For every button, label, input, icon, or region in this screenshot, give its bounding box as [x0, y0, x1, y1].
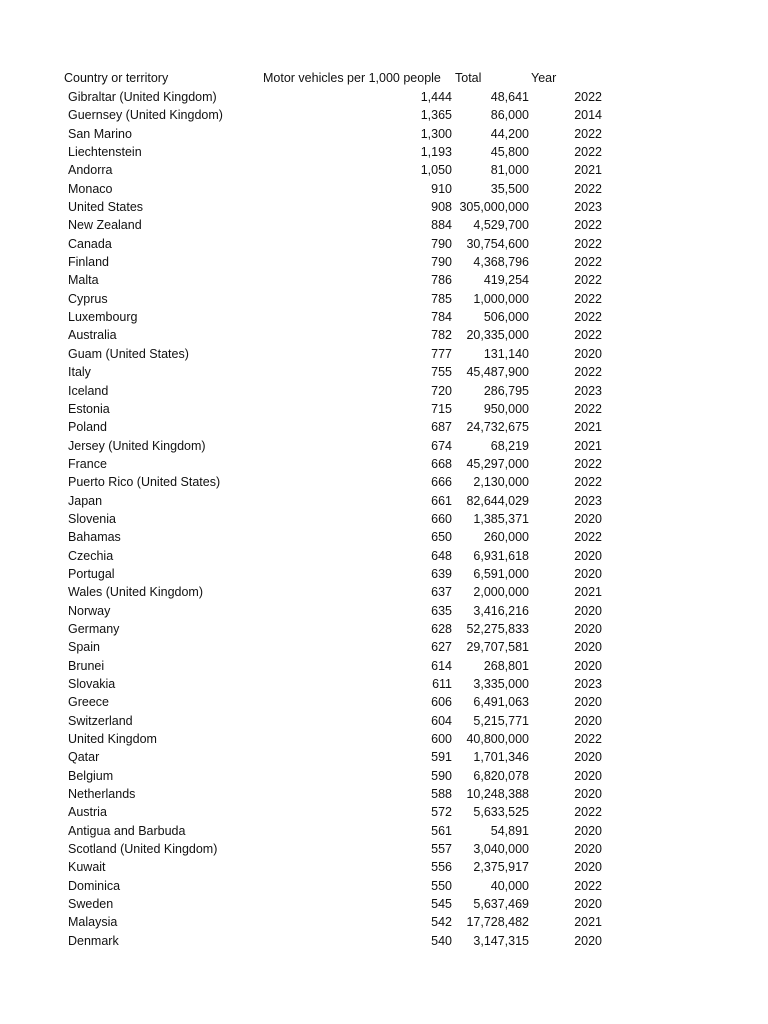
cell-year: 2023 [574, 677, 602, 691]
table-body [0, 88, 768, 950]
cell-vehicles-per-1000: 786 [431, 273, 452, 288]
cell-total: 3,040,000 [473, 842, 529, 857]
cell-vehicles-per-1000: 755 [431, 365, 452, 380]
cell-vehicles-per-1000: 668 [431, 456, 452, 471]
cell-total: 24,732,675 [466, 420, 529, 435]
table-row [0, 382, 768, 400]
cell-country: Norway [68, 603, 111, 618]
cell-year: 2020 [574, 750, 602, 765]
table-row [0, 748, 768, 766]
cell-total: 68,219 [490, 438, 529, 453]
cell-year: 2022 [574, 255, 602, 270]
cell-total: 131,140 [483, 346, 529, 361]
cell-total: 5,633,525 [473, 805, 529, 820]
cell-year: 2022 [574, 401, 602, 416]
cell-year: 2020 [574, 787, 602, 802]
cell-vehicles-per-1000: 1,365 [420, 108, 452, 123]
cell-total: 6,820,078 [473, 768, 529, 783]
cell-total: 52,275,833 [466, 621, 529, 636]
cell-vehicles-per-1000: 540 [431, 933, 452, 948]
cell-year: 2022 [574, 732, 602, 747]
table-row [0, 858, 768, 876]
cell-year: 2020 [574, 658, 602, 673]
table-row [0, 638, 768, 656]
cell-country: Netherlands [68, 787, 136, 802]
cell-total: 45,800 [490, 145, 529, 160]
cell-country: Jersey (United Kingdom) [68, 438, 206, 453]
table-row [0, 730, 768, 748]
cell-year: 2023 [574, 200, 602, 215]
table-row [0, 785, 768, 803]
cell-year: 2020 [574, 695, 602, 710]
table-row [0, 510, 768, 528]
cell-vehicles-per-1000: 650 [431, 530, 452, 545]
cell-total: 1,385,371 [473, 511, 529, 526]
cell-country: Kuwait [68, 860, 106, 875]
cell-year: 2020 [574, 621, 602, 636]
cell-country: Poland [68, 420, 107, 435]
cell-year: 2022 [574, 530, 602, 545]
cell-country: Sweden [68, 897, 114, 912]
cell-vehicles-per-1000: 637 [431, 585, 452, 600]
table-row [0, 473, 768, 491]
cell-country: Guernsey (United Kingdom) [68, 108, 223, 123]
cell-country: Cyprus [68, 291, 108, 306]
table-row [0, 455, 768, 473]
cell-country: United Kingdom [68, 732, 157, 747]
table-row [0, 895, 768, 913]
cell-vehicles-per-1000: 777 [431, 346, 452, 361]
cell-vehicles-per-1000: 661 [431, 493, 452, 508]
cell-country: Bahamas [68, 530, 121, 545]
cell-country: France [68, 456, 107, 471]
cell-vehicles-per-1000: 910 [431, 181, 452, 196]
cell-country: Slovakia [68, 677, 116, 691]
cell-vehicles-per-1000: 635 [431, 603, 452, 618]
cell-total: 950,000 [483, 401, 529, 416]
cell-year: 2020 [574, 933, 602, 948]
cell-year: 2022 [574, 456, 602, 471]
cell-year: 2020 [574, 860, 602, 875]
table-row [0, 675, 768, 693]
table-row [0, 253, 768, 271]
cell-vehicles-per-1000: 660 [431, 511, 452, 526]
cell-vehicles-per-1000: 1,444 [420, 90, 452, 104]
cell-country: Denmark [68, 933, 119, 948]
cell-year: 2020 [574, 346, 602, 361]
cell-year: 2022 [574, 181, 602, 196]
cell-total: 5,637,469 [473, 897, 529, 912]
cell-country: New Zealand [68, 218, 142, 233]
cell-year: 2022 [574, 90, 602, 104]
cell-year: 2021 [574, 915, 602, 930]
cell-country: San Marino [68, 126, 132, 141]
cell-country: Belgium [68, 768, 114, 783]
cell-vehicles-per-1000: 1,300 [420, 126, 452, 141]
cell-year: 2022 [574, 878, 602, 893]
cell-country: Spain [68, 640, 100, 655]
cell-total: 40,000 [490, 878, 529, 893]
cell-country: Canada [68, 236, 112, 251]
cell-vehicles-per-1000: 908 [431, 200, 452, 215]
cell-country: Scotland (United Kingdom) [68, 842, 218, 857]
table-row [0, 308, 768, 326]
cell-vehicles-per-1000: 674 [431, 438, 452, 453]
cell-vehicles-per-1000: 790 [431, 255, 452, 270]
table-row [0, 822, 768, 840]
table-row [0, 106, 768, 124]
table-row [0, 932, 768, 950]
table-row [0, 657, 768, 675]
cell-vehicles-per-1000: 591 [431, 750, 452, 765]
cell-vehicles-per-1000: 561 [431, 823, 452, 838]
cell-total: 20,335,000 [466, 328, 529, 343]
cell-vehicles-per-1000: 790 [431, 236, 452, 251]
cell-country: Wales (United Kingdom) [68, 585, 204, 600]
table-row [0, 271, 768, 289]
table-row [0, 602, 768, 620]
cell-total: 86,000 [490, 108, 529, 123]
cell-total: 268,801 [483, 658, 529, 673]
table-row [0, 125, 768, 143]
cell-vehicles-per-1000: 572 [431, 805, 452, 820]
cell-year: 2022 [574, 291, 602, 306]
cell-year: 2022 [574, 236, 602, 251]
cell-vehicles-per-1000: 639 [431, 566, 452, 581]
cell-country: Australia [68, 328, 117, 343]
cell-vehicles-per-1000: 628 [431, 621, 452, 636]
cell-vehicles-per-1000: 588 [431, 787, 452, 802]
table-row [0, 216, 768, 234]
cell-vehicles-per-1000: 785 [431, 291, 452, 306]
cell-country: Dominica [68, 878, 121, 893]
cell-country: Slovenia [68, 511, 116, 526]
header-country: Country or territory [64, 71, 169, 85]
cell-vehicles-per-1000: 614 [431, 658, 452, 673]
cell-year: 2023 [574, 383, 602, 398]
table-row [0, 528, 768, 546]
cell-country: Switzerland [68, 713, 133, 728]
cell-total: 4,529,700 [473, 218, 529, 233]
table-row [0, 693, 768, 711]
cell-year: 2020 [574, 768, 602, 783]
cell-vehicles-per-1000: 1,050 [420, 163, 452, 178]
cell-total: 3,335,000 [473, 677, 529, 691]
cell-total: 6,931,618 [473, 548, 529, 563]
cell-country: Finland [68, 255, 109, 270]
cell-country: Malaysia [68, 915, 118, 930]
table-row [0, 583, 768, 601]
cell-total: 1,701,346 [473, 750, 529, 765]
cell-year: 2020 [574, 823, 602, 838]
cell-country: Brunei [68, 658, 105, 673]
cell-total: 45,297,000 [466, 456, 529, 471]
cell-vehicles-per-1000: 648 [431, 548, 452, 563]
cell-year: 2022 [574, 126, 602, 141]
cell-country: Malta [68, 273, 99, 288]
cell-country: Luxembourg [68, 310, 138, 325]
cell-country: Germany [68, 621, 120, 636]
cell-year: 2021 [574, 420, 602, 435]
cell-total: 17,728,482 [466, 915, 529, 930]
cell-year: 2021 [574, 163, 602, 178]
header-vehicles-per-1000: Motor vehicles per 1,000 people [263, 71, 441, 85]
cell-year: 2021 [574, 585, 602, 600]
cell-total: 2,375,917 [473, 860, 529, 875]
table-row [0, 418, 768, 436]
table-row [0, 143, 768, 161]
cell-country: United States [68, 200, 144, 215]
cell-vehicles-per-1000: 715 [431, 401, 452, 416]
cell-year: 2020 [574, 548, 602, 563]
cell-vehicles-per-1000: 600 [431, 732, 452, 747]
header-total: Total [455, 71, 482, 85]
cell-vehicles-per-1000: 687 [431, 420, 452, 435]
cell-country: Italy [68, 365, 91, 380]
cell-year: 2022 [574, 310, 602, 325]
cell-year: 2020 [574, 566, 602, 581]
table-row [0, 913, 768, 931]
table-row [0, 88, 768, 106]
cell-year: 2014 [574, 108, 602, 123]
cell-total: 3,416,216 [473, 603, 529, 618]
cell-year: 2020 [574, 842, 602, 857]
cell-vehicles-per-1000: 884 [431, 218, 452, 233]
table-row [0, 437, 768, 455]
cell-vehicles-per-1000: 545 [431, 897, 452, 912]
cell-total: 6,591,000 [473, 566, 529, 581]
table-row [0, 326, 768, 344]
cell-year: 2023 [574, 493, 602, 508]
table-row [0, 565, 768, 583]
cell-country: Liechtenstein [68, 145, 142, 160]
cell-vehicles-per-1000: 627 [431, 640, 452, 655]
cell-total: 260,000 [483, 530, 529, 545]
cell-year: 2022 [574, 273, 602, 288]
table-row [0, 803, 768, 821]
table-row [0, 712, 768, 730]
cell-total: 54,891 [490, 823, 529, 838]
cell-vehicles-per-1000: 604 [431, 713, 452, 728]
table-row [0, 345, 768, 363]
cell-total: 305,000,000 [459, 200, 529, 215]
table-row [0, 363, 768, 381]
table-row [0, 400, 768, 418]
cell-vehicles-per-1000: 550 [431, 878, 452, 893]
table-row [0, 492, 768, 510]
table-row [0, 547, 768, 565]
cell-year: 2022 [574, 328, 602, 343]
cell-total: 44,200 [490, 126, 529, 141]
cell-year: 2020 [574, 713, 602, 728]
cell-country: Portugal [68, 566, 115, 581]
cell-year: 2020 [574, 640, 602, 655]
cell-country: Antigua and Barbuda [68, 823, 186, 838]
cell-year: 2022 [574, 218, 602, 233]
cell-total: 5,215,771 [473, 713, 529, 728]
cell-vehicles-per-1000: 606 [431, 695, 452, 710]
cell-year: 2021 [574, 438, 602, 453]
table-row [0, 877, 768, 895]
cell-total: 2,000,000 [473, 585, 529, 600]
cell-total: 82,644,029 [466, 493, 529, 508]
cell-total: 419,254 [483, 273, 529, 288]
cell-vehicles-per-1000: 784 [431, 310, 452, 325]
cell-country: Monaco [68, 181, 113, 196]
cell-country: Andorra [68, 163, 113, 178]
cell-vehicles-per-1000: 666 [431, 475, 452, 490]
cell-year: 2020 [574, 897, 602, 912]
cell-country: Czechia [68, 548, 114, 563]
header-year: Year [531, 71, 557, 85]
table-row [0, 840, 768, 858]
cell-total: 81,000 [490, 163, 529, 178]
cell-year: 2022 [574, 475, 602, 490]
cell-vehicles-per-1000: 557 [431, 842, 452, 857]
cell-total: 3,147,315 [473, 933, 529, 948]
cell-year: 2022 [574, 805, 602, 820]
table-row [0, 767, 768, 785]
cell-vehicles-per-1000: 1,193 [420, 145, 452, 160]
cell-total: 29,707,581 [466, 640, 529, 655]
cell-year: 2020 [574, 603, 602, 618]
cell-vehicles-per-1000: 556 [431, 860, 452, 875]
cell-total: 6,491,063 [473, 695, 529, 710]
cell-total: 30,754,600 [466, 236, 529, 251]
table-row [0, 161, 768, 179]
cell-vehicles-per-1000: 720 [431, 383, 452, 398]
cell-country: Guam (United States) [68, 346, 189, 361]
cell-total: 506,000 [483, 310, 529, 325]
table-header [0, 69, 768, 87]
cell-total: 2,130,000 [473, 475, 529, 490]
cell-total: 35,500 [490, 181, 529, 196]
cell-country: Gibraltar (United Kingdom) [68, 90, 217, 104]
cell-total: 4,368,796 [473, 255, 529, 270]
cell-year: 2020 [574, 511, 602, 526]
cell-total: 1,000,000 [473, 291, 529, 306]
cell-country: Iceland [68, 383, 109, 398]
cell-total: 45,487,900 [466, 365, 529, 380]
cell-country: Japan [68, 493, 103, 508]
table-row [0, 198, 768, 216]
table-row [0, 180, 768, 198]
table-row [0, 620, 768, 638]
cell-total: 286,795 [483, 383, 529, 398]
cell-country: Puerto Rico (United States) [68, 475, 221, 490]
cell-country: Estonia [68, 401, 110, 416]
table-row [0, 235, 768, 253]
cell-vehicles-per-1000: 611 [432, 677, 452, 691]
cell-country: Austria [68, 805, 107, 820]
cell-total: 48,641 [490, 90, 529, 104]
cell-country: Greece [68, 695, 109, 710]
cell-total: 10,248,388 [466, 787, 529, 802]
cell-vehicles-per-1000: 782 [431, 328, 452, 343]
cell-vehicles-per-1000: 590 [431, 768, 452, 783]
cell-total: 40,800,000 [466, 732, 529, 747]
cell-year: 2022 [574, 145, 602, 160]
cell-year: 2022 [574, 365, 602, 380]
cell-country: Qatar [68, 750, 100, 765]
cell-vehicles-per-1000: 542 [431, 915, 452, 930]
table-row [0, 290, 768, 308]
